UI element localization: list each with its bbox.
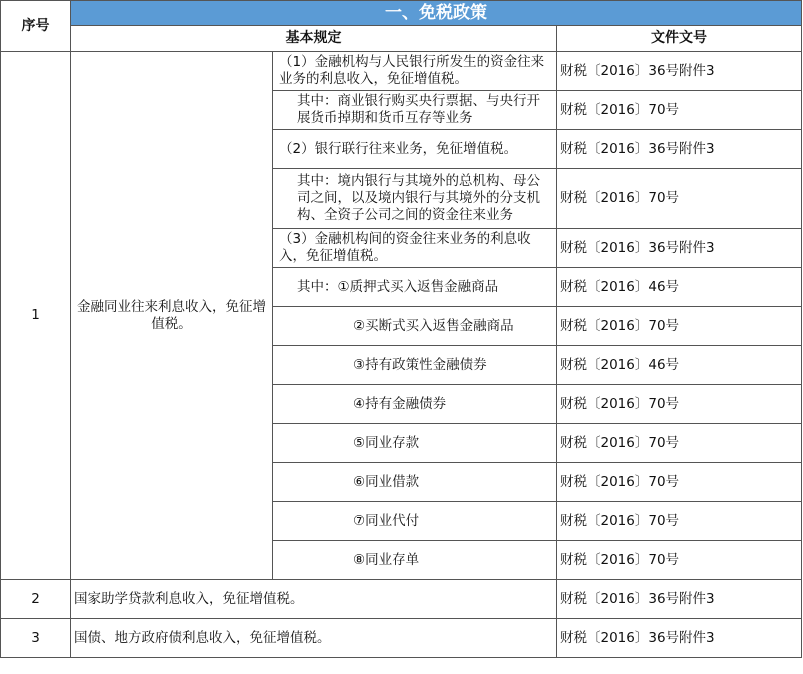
rules-column-header: 基本规定	[71, 26, 557, 52]
detail-text: （3）金融机构间的资金往来业务的利息收入，免征增值税。	[273, 229, 557, 268]
table-row	[1, 619, 802, 658]
table-row	[1, 52, 802, 91]
detail-text: ③持有政策性金融债券	[273, 346, 557, 385]
doc-number: 财税〔2016〕70号	[557, 463, 802, 502]
doc-number: 财税〔2016〕70号	[557, 424, 802, 463]
row-item: 国家助学贷款利息收入，免征增值税。	[71, 580, 557, 619]
detail-text: 其中：①质押式买入返售金融商品	[273, 268, 557, 307]
detail-text: ②买断式买入返售金融商品	[273, 307, 557, 346]
detail-text: （2）银行联行往来业务，免征增值税。	[273, 130, 557, 169]
seq-header: 序号	[1, 1, 71, 52]
row-seq: 1	[1, 52, 71, 580]
detail-text: ⑦同业代付	[273, 502, 557, 541]
row-seq: 3	[1, 619, 71, 658]
detail-text: 其中：商业银行购买央行票据、与央行开展货币掉期和货币互存等业务	[273, 91, 557, 130]
row-item: 金融同业往来利息收入，免征增值税。	[71, 52, 273, 580]
doc-number: 财税〔2016〕70号	[557, 541, 802, 580]
table-row	[1, 580, 802, 619]
row-seq: 2	[1, 580, 71, 619]
row-item: 国债、地方政府债利息收入，免征增值税。	[71, 619, 557, 658]
detail-text: 其中：境内银行与其境外的总机构、母公司之间，以及境内银行与其境外的分支机构、全资子公司之间的资金往来业务	[273, 169, 557, 229]
doc-number: 财税〔2016〕36号附件3	[557, 580, 802, 619]
detail-text: ⑧同业存单	[273, 541, 557, 580]
detail-text: ④持有金融债券	[273, 385, 557, 424]
detail-text: ⑥同业借款	[273, 463, 557, 502]
doc-number: 财税〔2016〕46号	[557, 268, 802, 307]
detail-text: ⑤同业存款	[273, 424, 557, 463]
detail-text: （1）金融机构与人民银行所发生的资金往来业务的利息收入，免征增值税。	[273, 52, 557, 91]
doc-number: 财税〔2016〕36号附件3	[557, 619, 802, 658]
doc-number: 财税〔2016〕70号	[557, 502, 802, 541]
doc-number: 财税〔2016〕70号	[557, 307, 802, 346]
doc-number: 财税〔2016〕36号附件3	[557, 130, 802, 169]
doc-number: 财税〔2016〕70号	[557, 91, 802, 130]
section-title: 一、免税政策	[71, 1, 802, 26]
doc-number: 财税〔2016〕46号	[557, 346, 802, 385]
doc-number: 财税〔2016〕36号附件3	[557, 52, 802, 91]
doc-number: 财税〔2016〕70号	[557, 169, 802, 229]
doc-number: 财税〔2016〕36号附件3	[557, 229, 802, 268]
doc-column-header: 文件文号	[557, 26, 802, 52]
doc-number: 财税〔2016〕70号	[557, 385, 802, 424]
